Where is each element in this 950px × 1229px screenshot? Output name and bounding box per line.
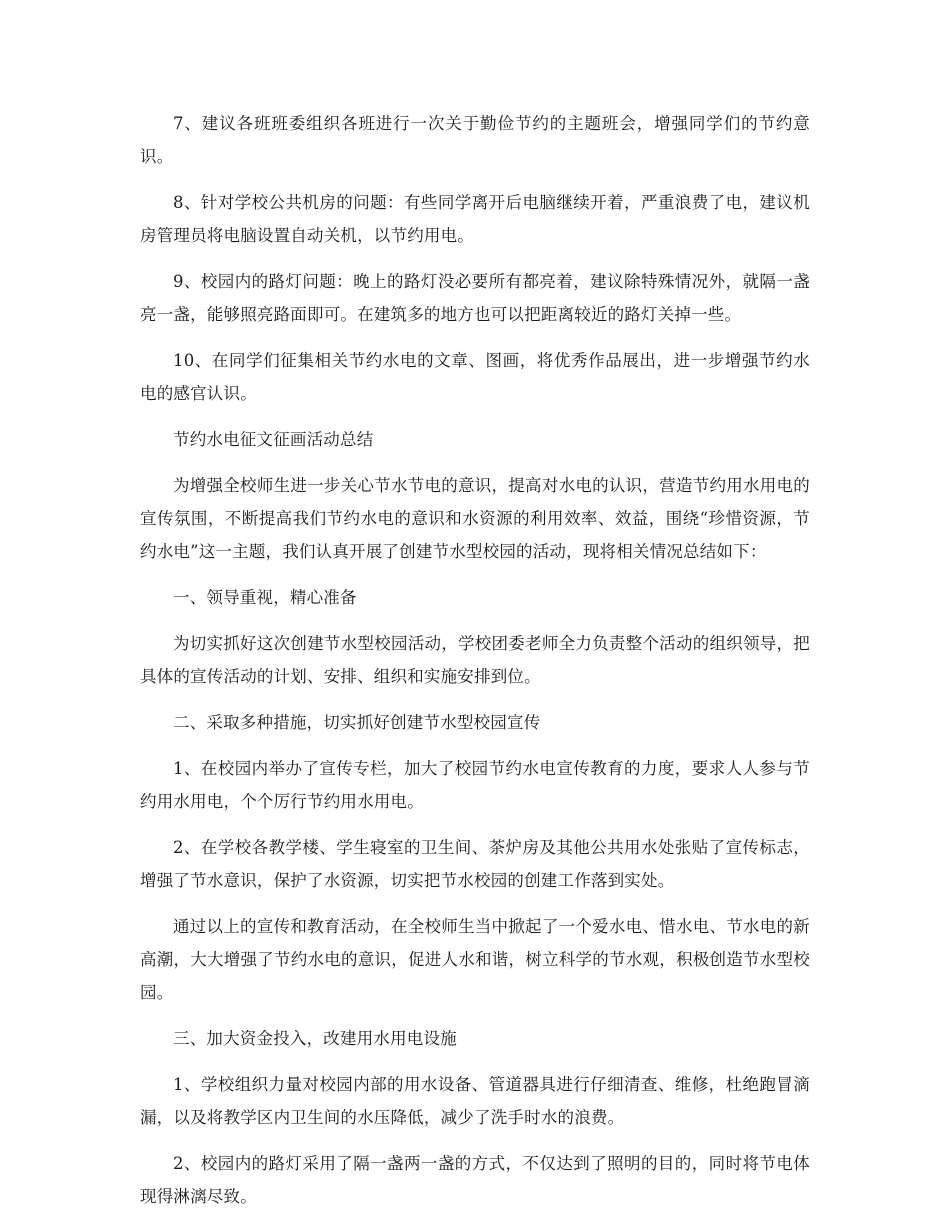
paragraph-9: 9、校园内的路灯问题：晚上的路灯没必要所有都亮着，建议除特殊情况外，就隔一盏亮一盏，能够照亮路面即可。在建筑多的地方也可以把距离较近的路灯关掉一些。 <box>140 272 810 324</box>
section-heading-1: 一、领导重视，精心准备 <box>173 588 357 607</box>
paragraph-7: 7、建议各班班委组织各班进行一次关于勤俭节约的主题班会，增强同学们的节约意识。 <box>140 114 810 166</box>
section-1-paragraph: 为切实抓好这次创建节水型校园活动，学校团委老师全力负责整个活动的组织领导，把具体的宣传活动的计划、安排、组织和实施安排到位。 <box>140 634 810 686</box>
section-2-item-1: 1、在校园内举办了宣传专栏，加大了校园节约水电宣传教育的力度，要求人人参与节约用水用电，个个厉行节约用水用电。 <box>140 759 810 811</box>
section-3-item-1: 1、学校组织力量对校园内部的用水设备、管道器具进行仔细清查、维修，杜绝跑冒滴漏，以及将教学区内卫生间的水压降低，减少了洗手时水的浪费。 <box>140 1075 810 1127</box>
paragraph-10: 10、在同学们征集相关节约水电的文章、图画，将优秀作品展出，进一步增强节约水电的感官认识。 <box>140 351 810 403</box>
section-3-item-2: 2、校园内的路灯采用了隔一盏两一盏的方式，不仅达到了照明的目的，同时将节电体现得淋漓尽致。 <box>140 1154 810 1206</box>
section-heading-3: 三、加大资金投入，改建用水用电设施 <box>173 1029 457 1048</box>
section-2-item-2: 2、在学校各教学楼、学生寝室的卫生间、茶炉房及其他公共用水处张贴了宣传标志，增强了节水意识，保护了水资源，切实把节水校园的创建工作落到实处。 <box>140 838 810 890</box>
document-page <box>140 107 810 1226</box>
section-2-summary: 通过以上的宣传和教育活动，在全校师生当中掀起了一个爱水电、惜水电、节水电的新高潮，大大增强了节约水电的意识，促进人水和谐，树立科学的节水观，积极创造节水型校园。 <box>140 917 810 1002</box>
section-heading-2: 二、采取多种措施，切实抓好创建节水型校园宣传 <box>173 713 541 732</box>
intro-paragraph: 为增强全校师生进一步关心节水节电的意识，提高对水电的认识，营造节约用水用电的宣传氛围，不断提高我们节约水电的意识和水资源的利用效率、效益，围绕“珍惜资源，节约水电”这一主题，我们认真开展了创建节水型校园的活动，现将相关情况总结如下： <box>140 476 810 561</box>
section-title: 节约水电征文征画活动总结 <box>173 430 374 449</box>
paragraph-8: 8、针对学校公共机房的问题：有些同学离开后电脑继续开着，严重浪费了电，建议机房管理员将电脑设置自动关机，以节约用电。 <box>140 193 810 245</box>
